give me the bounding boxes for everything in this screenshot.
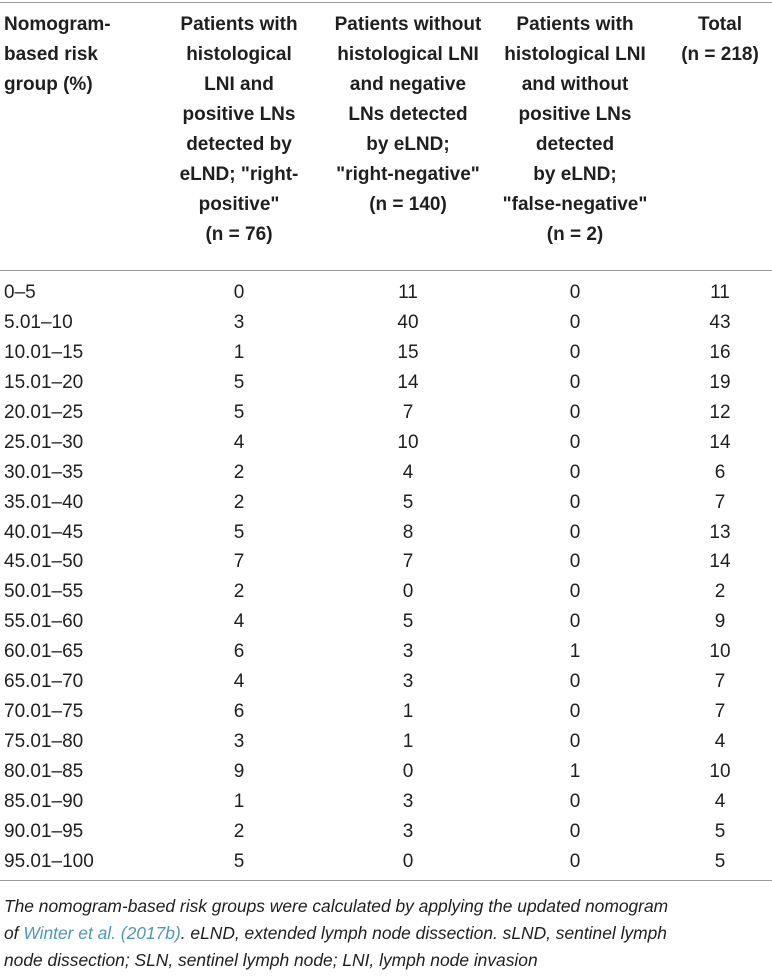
cell-right-positive: 2 bbox=[233, 491, 245, 513]
table-row bbox=[0, 727, 772, 757]
table-row bbox=[0, 308, 772, 338]
cell-right-negative: 8 bbox=[402, 521, 414, 543]
cell-group: 0–5 bbox=[4, 282, 36, 303]
cell-total: 10 bbox=[709, 761, 731, 782]
cell-group: 65.01–70 bbox=[4, 671, 84, 693]
table-row bbox=[0, 817, 772, 847]
table-footnote bbox=[4, 893, 770, 974]
cell-right-positive: 3 bbox=[233, 731, 245, 753]
cell-right-positive: 4 bbox=[233, 611, 245, 633]
footnote-text: . eLND, extended lymph node dissection. sLND, sentinel lymph bbox=[180, 923, 667, 943]
footnote-line: The nomogram-based risk groups were calculated by applying the updated nomogram bbox=[4, 896, 669, 916]
header-line: based risk bbox=[4, 44, 98, 65]
cell-right-negative: 0 bbox=[402, 761, 414, 782]
cell-right-negative: 11 bbox=[398, 282, 418, 303]
cell-false-negative: 0 bbox=[569, 341, 581, 363]
cell-false-negative: 0 bbox=[569, 431, 581, 453]
cell-false-negative: 0 bbox=[569, 671, 581, 693]
cell-right-negative: 10 bbox=[397, 431, 419, 453]
header-line: LNs detected bbox=[348, 104, 468, 125]
cell-group: 10.01–15 bbox=[4, 341, 84, 363]
cell-false-negative: 0 bbox=[569, 581, 581, 603]
cell-right-negative: 7 bbox=[402, 551, 414, 573]
table-row bbox=[0, 338, 772, 368]
cell-total: 7 bbox=[714, 701, 726, 723]
header-right-positive bbox=[162, 10, 316, 250]
cell-group: 50.01–55 bbox=[4, 581, 84, 603]
header-line: and without bbox=[521, 74, 629, 95]
header-line: positive LNs bbox=[182, 104, 296, 125]
cell-false-negative: 0 bbox=[569, 731, 581, 753]
header-line: (n = 2) bbox=[546, 224, 604, 245]
cell-total: 4 bbox=[714, 731, 726, 753]
cell-false-negative: 0 bbox=[569, 521, 581, 543]
cell-false-negative: 0 bbox=[569, 371, 581, 393]
cell-right-positive: 3 bbox=[233, 311, 245, 333]
cell-right-negative: 4 bbox=[402, 461, 414, 483]
header-line: by eLND; bbox=[533, 164, 617, 185]
cell-total: 7 bbox=[714, 491, 726, 513]
header-risk-group bbox=[4, 10, 164, 100]
cell-total: 4 bbox=[714, 790, 726, 812]
header-line: by eLND; bbox=[366, 134, 450, 155]
cell-right-positive: 5 bbox=[233, 850, 245, 872]
cell-right-negative: 0 bbox=[402, 850, 414, 872]
cell-total: 43 bbox=[709, 311, 731, 333]
header-line: (n = 218) bbox=[681, 44, 759, 65]
citation-link[interactable]: Winter et al. (2017b) bbox=[23, 923, 181, 943]
header-line: histological LNI bbox=[337, 44, 479, 65]
cell-total: 6 bbox=[714, 461, 726, 483]
top-rule bbox=[0, 2, 772, 3]
table-row bbox=[0, 398, 772, 428]
cell-total: 2 bbox=[714, 581, 726, 603]
cell-right-negative: 0 bbox=[402, 581, 414, 603]
cell-right-negative: 1 bbox=[402, 701, 414, 723]
table-row bbox=[0, 428, 772, 458]
table-row bbox=[0, 787, 772, 817]
cell-right-negative: 1 bbox=[402, 731, 414, 753]
header-rule bbox=[0, 270, 772, 271]
cell-false-negative: 0 bbox=[569, 401, 581, 423]
cell-group: 95.01–100 bbox=[4, 850, 94, 872]
cell-right-negative: 3 bbox=[402, 641, 414, 663]
cell-right-positive: 1 bbox=[233, 790, 245, 812]
cell-total: 9 bbox=[714, 611, 726, 633]
cell-total: 10 bbox=[709, 641, 731, 663]
cell-right-positive: 1 bbox=[233, 341, 245, 363]
header-line: Patients with bbox=[516, 14, 634, 35]
cell-total: 16 bbox=[709, 341, 731, 363]
cell-group: 55.01–60 bbox=[4, 611, 84, 633]
cell-group: 15.01–20 bbox=[4, 371, 84, 393]
cell-right-negative: 40 bbox=[397, 311, 419, 333]
header-line: detected bbox=[535, 134, 615, 155]
table-row bbox=[0, 488, 772, 518]
cell-total: 13 bbox=[709, 521, 731, 543]
table-body bbox=[0, 278, 772, 877]
cell-false-negative: 0 bbox=[569, 461, 581, 483]
cell-right-positive: 6 bbox=[233, 701, 245, 723]
header-line: "right-negative" bbox=[336, 164, 480, 185]
bottom-rule bbox=[0, 880, 772, 881]
cell-right-positive: 5 bbox=[233, 371, 245, 393]
cell-false-negative: 0 bbox=[569, 311, 581, 333]
cell-false-negative: 1 bbox=[569, 761, 581, 782]
header-line: "false-negative" bbox=[502, 194, 648, 215]
cell-total: 12 bbox=[709, 401, 731, 423]
table-row bbox=[0, 847, 772, 877]
cell-right-positive: 2 bbox=[233, 581, 245, 603]
cell-false-negative: 1 bbox=[569, 641, 581, 663]
cell-right-negative: 14 bbox=[397, 371, 419, 393]
cell-group: 80.01–85 bbox=[4, 761, 84, 782]
cell-false-negative: 0 bbox=[569, 790, 581, 812]
cell-group: 25.01–30 bbox=[4, 431, 84, 453]
table-row bbox=[0, 667, 772, 697]
footnote-line: node dissection; SLN, sentinel lymph node; LNI, lymph node invasion bbox=[4, 950, 538, 970]
cell-group: 75.01–80 bbox=[4, 731, 84, 753]
cell-right-positive: 2 bbox=[233, 820, 245, 842]
table-row bbox=[0, 278, 772, 308]
header-line: (n = 140) bbox=[369, 194, 447, 215]
header-line: (n = 76) bbox=[205, 224, 273, 245]
cell-total: 7 bbox=[714, 671, 726, 693]
cell-false-negative: 0 bbox=[569, 701, 581, 723]
cell-total: 11 bbox=[710, 282, 730, 303]
header-false-negative bbox=[490, 10, 660, 250]
cell-group: 20.01–25 bbox=[4, 401, 84, 423]
cell-total: 19 bbox=[709, 371, 731, 393]
header-line: histological bbox=[186, 44, 292, 65]
cell-total: 5 bbox=[714, 820, 726, 842]
cell-right-negative: 15 bbox=[397, 341, 419, 363]
cell-total: 14 bbox=[709, 551, 731, 573]
cell-right-negative: 5 bbox=[402, 611, 414, 633]
cell-right-positive: 4 bbox=[233, 671, 245, 693]
cell-total: 14 bbox=[709, 431, 731, 453]
cell-right-positive: 4 bbox=[233, 431, 245, 453]
cell-group: 90.01–95 bbox=[4, 820, 84, 842]
table-row bbox=[0, 637, 772, 667]
cell-false-negative: 0 bbox=[569, 491, 581, 513]
cell-right-positive: 5 bbox=[233, 521, 245, 543]
cell-right-positive: 5 bbox=[233, 401, 245, 423]
table-row bbox=[0, 518, 772, 548]
cell-group: 30.01–35 bbox=[4, 461, 84, 483]
header-line: Patients with bbox=[180, 14, 298, 35]
cell-right-negative: 3 bbox=[402, 790, 414, 812]
header-line: Total bbox=[698, 14, 742, 35]
header-line: group (%) bbox=[4, 74, 93, 95]
cell-group: 45.01–50 bbox=[4, 551, 84, 573]
cell-group: 60.01–65 bbox=[4, 641, 84, 663]
cell-right-positive: 9 bbox=[233, 761, 245, 782]
cell-group: 70.01–75 bbox=[4, 701, 84, 723]
header-right-negative bbox=[316, 10, 500, 220]
cell-group: 5.01–10 bbox=[4, 311, 73, 333]
cell-false-negative: 0 bbox=[569, 551, 581, 573]
cell-right-positive: 0 bbox=[233, 282, 245, 303]
cell-false-negative: 0 bbox=[569, 611, 581, 633]
header-line: positive" bbox=[198, 194, 280, 215]
cell-false-negative: 0 bbox=[569, 282, 581, 303]
header-line: LNI and bbox=[204, 74, 274, 95]
cell-group: 35.01–40 bbox=[4, 491, 84, 513]
footnote-text: of bbox=[4, 923, 24, 943]
header-line: Patients without bbox=[334, 14, 482, 35]
cell-right-positive: 6 bbox=[233, 641, 245, 663]
cell-total: 5 bbox=[714, 850, 726, 872]
table-row bbox=[0, 697, 772, 727]
table-row bbox=[0, 577, 772, 607]
cell-group: 85.01–90 bbox=[4, 790, 84, 812]
cell-right-positive: 7 bbox=[233, 551, 245, 573]
table-row bbox=[0, 547, 772, 577]
header-line: Nomogram- bbox=[4, 14, 111, 35]
cell-right-negative: 3 bbox=[402, 820, 414, 842]
header-line: detected by bbox=[186, 134, 292, 155]
header-line: positive LNs bbox=[518, 104, 632, 125]
header-total bbox=[668, 10, 772, 70]
cell-false-negative: 0 bbox=[569, 850, 581, 872]
cell-right-positive: 2 bbox=[233, 461, 245, 483]
cell-right-negative: 7 bbox=[402, 401, 414, 423]
header-line: eLND; "right- bbox=[179, 164, 299, 185]
table-row bbox=[0, 757, 772, 787]
table-row bbox=[0, 458, 772, 488]
cell-group: 40.01–45 bbox=[4, 521, 84, 543]
header-line: histological LNI bbox=[504, 44, 646, 65]
footnote-line bbox=[4, 920, 770, 947]
cell-right-negative: 3 bbox=[402, 671, 414, 693]
cell-false-negative: 0 bbox=[569, 820, 581, 842]
header-line: and negative bbox=[349, 74, 467, 95]
table-row bbox=[0, 368, 772, 398]
table-row bbox=[0, 607, 772, 637]
cell-right-negative: 5 bbox=[402, 491, 414, 513]
